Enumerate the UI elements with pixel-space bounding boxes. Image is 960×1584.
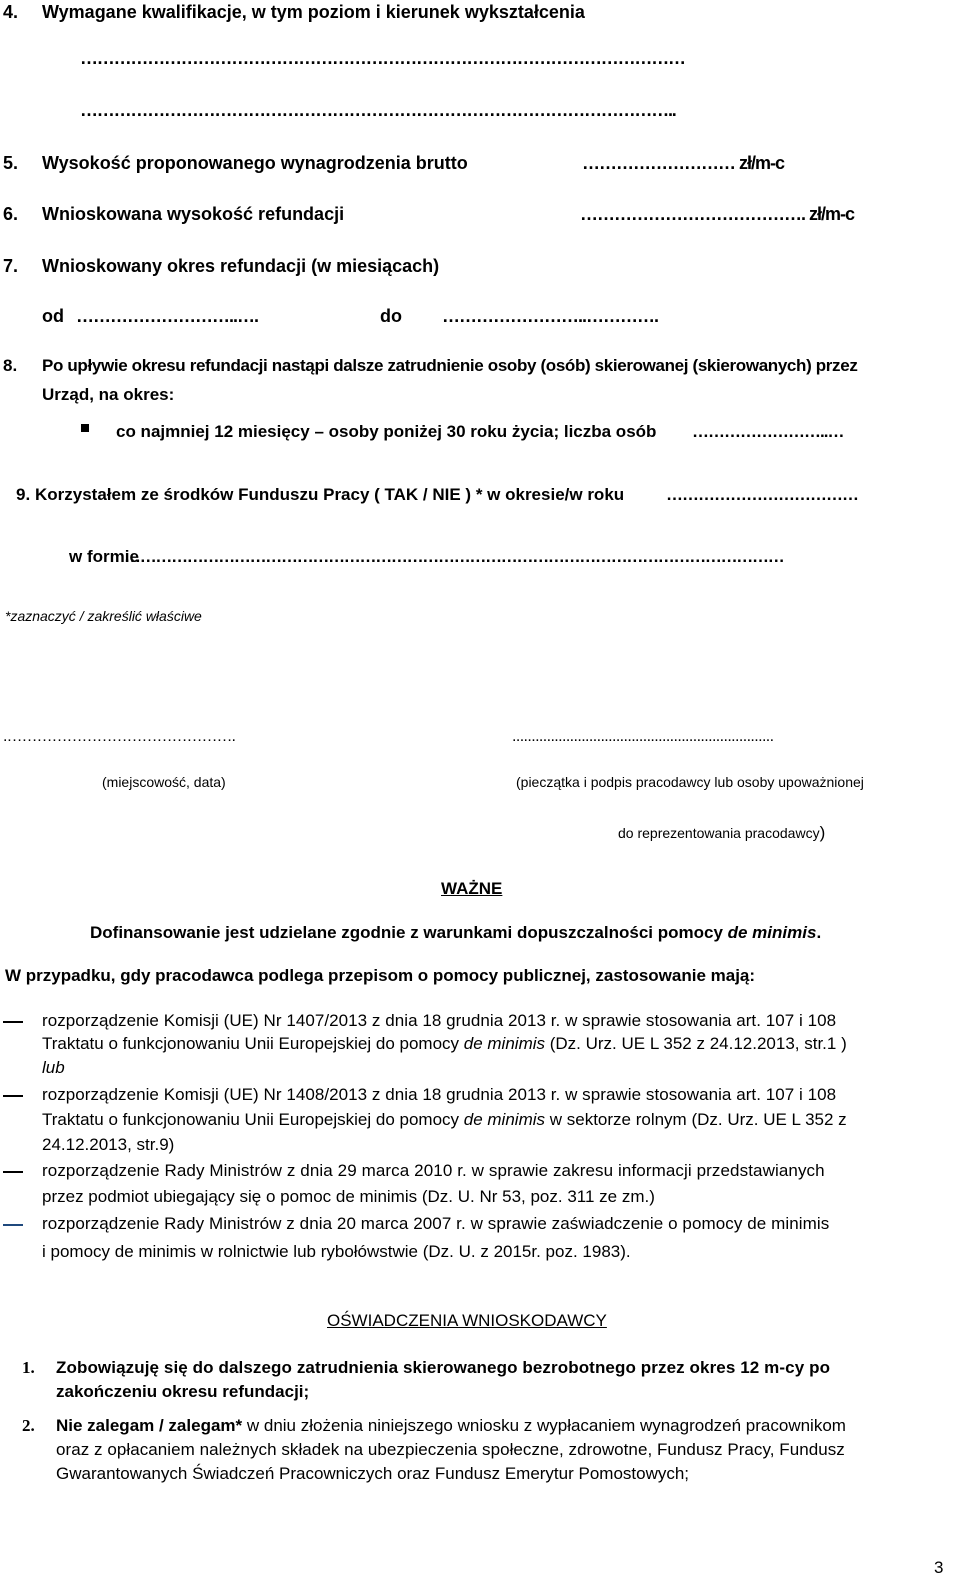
regulation-4-line-2: i pomocy de minimis w rolnictwie lub rybołówstwie (Dz. U. z 2015r. poz. 1983). bbox=[42, 1242, 631, 1261]
regulation-2-line-2: Traktatu o funkcjonowaniu Unii Europejskiej do pomocy de minimis w sektorze rolnym (Dz. Urz. UE L 352 z bbox=[42, 1110, 847, 1129]
declaration-2-line-1: Nie zalegam / zalegam* w dniu złożenia niniejszego wniosku z wypłacaniem wynagrodzeń pracownikom bbox=[56, 1416, 846, 1435]
regulation-1-line-3: lub bbox=[42, 1058, 65, 1077]
dash-bullet-icon bbox=[3, 1021, 23, 1023]
signature-left-dots: .………………………………………. bbox=[3, 728, 235, 745]
regulation-3-line-2: przez podmiot ubiegający się o pomoc de minimis (Dz. U. Nr 53, poz. 311 ze zm.) bbox=[42, 1187, 655, 1206]
regulation-2-line-1: rozporządzenie Komisji (UE) Nr 1408/2013 z dnia 18 grudnia 2013 r. w sprawie stosowania art. 107 i 108 bbox=[42, 1085, 837, 1104]
q7-number: 7. bbox=[3, 256, 19, 276]
q7-label: Wnioskowany okres refundacji (w miesiącach) bbox=[42, 256, 440, 276]
q8-text-line-1: Po upływie okresu refundacji nastąpi dalsze zatrudnienie osoby (osób) skierowanej (skierowanych) przez bbox=[42, 356, 858, 375]
declaration-1-number: 1. bbox=[22, 1358, 35, 1377]
q8-number: 8. bbox=[3, 356, 18, 375]
declaration-1-line-2: zakończeniu okresu refundacji; bbox=[56, 1382, 310, 1401]
q8-bullet-fill: ……………………..… bbox=[692, 422, 844, 441]
declaration-2-number: 2. bbox=[22, 1416, 35, 1435]
important-text-1: Dofinansowanie jest udzielane zgodnie z warunkami dopuszczalności pomocy de minimis. bbox=[90, 923, 822, 942]
q9-number: 9. bbox=[16, 485, 31, 504]
q5-label: Wysokość proponowanego wynagrodzenia brutto bbox=[42, 153, 468, 173]
regulation-3-line-1: rozporządzenie Rady Ministrów z dnia 29 marca 2010 r. w sprawie zakresu informacji przedstawianych bbox=[42, 1161, 825, 1180]
q6-fill: …………………………………. zł/m-c bbox=[580, 204, 855, 224]
q8-bullet-text: co najmniej 12 miesięcy – osoby poniżej 30 roku życia; liczba osób bbox=[116, 422, 657, 441]
q4-number: 4. bbox=[3, 2, 19, 22]
signature-right-dots: .................................................................... bbox=[512, 728, 774, 745]
important-heading: WAŻNE bbox=[441, 879, 503, 898]
signature-right-caption-1: (pieczątka i podpis pracodawcy lub osoby upoważnionej bbox=[516, 774, 864, 790]
signature-right-caption-2: do reprezentowania pracodawcy) bbox=[618, 823, 826, 842]
q9-label: Korzystałem ze środków Funduszu Pracy ( TAK / NIE ) * w okresie/w roku bbox=[35, 485, 625, 504]
declarations-heading: OŚWIADCZENIA WNIOSKODAWCY bbox=[327, 1311, 607, 1330]
q7-od-label: od bbox=[42, 306, 64, 326]
q6-number: 6. bbox=[3, 204, 19, 224]
q9-fill: ……………………………… bbox=[666, 485, 858, 504]
q6-label: Wnioskowana wysokość refundacji bbox=[42, 204, 345, 224]
signature-left-caption: (miejscowość, data) bbox=[102, 774, 226, 790]
q7-od-fill: ………………………..…. bbox=[76, 306, 259, 326]
dash-bullet-icon bbox=[3, 1095, 23, 1097]
declaration-1-line-1: Zobowiązuję się do dalszego zatrudnienia skierowanego bezrobotnego przez okres 12 m-cy po bbox=[56, 1358, 831, 1377]
declaration-2-line-2: oraz z opłacaniem należnych składek na ubezpieczenia społeczne, zdrowotne, Fundusz Pracy, Fundusz bbox=[56, 1440, 845, 1459]
q7-do-fill: ……………………..…………. bbox=[442, 306, 659, 326]
q4-label: Wymagane kwalifikacje, w tym poziom i kierunek wykształcenia bbox=[42, 2, 585, 22]
square-bullet-icon bbox=[81, 424, 89, 432]
regulation-2-line-3: 24.12.2013, str.9) bbox=[42, 1135, 175, 1154]
q4-fill-line-2: …………………………………………………………………………………………….. bbox=[80, 100, 676, 120]
q9-form-label: w formie bbox=[69, 547, 139, 566]
regulation-4-line-1: rozporządzenie Rady Ministrów z dnia 20 marca 2007 r. w sprawie zaświadczenie o pomocy de minimis bbox=[42, 1214, 830, 1233]
q5-number: 5. bbox=[3, 153, 19, 173]
q7-do-label: do bbox=[380, 306, 402, 326]
q9-form-fill: ……………………………………………………………………………………………………………… bbox=[124, 547, 784, 566]
q8-text-line-2: Urząd, na okres: bbox=[42, 385, 175, 404]
declaration-2-line-3: Gwarantowanych Świadczeń Pracowniczych oraz Fundusz Emerytur Pomostowych; bbox=[56, 1464, 690, 1483]
page-number: 3 bbox=[934, 1558, 944, 1577]
footnote-mark-choice: *zaznaczyć / zakreślić właściwe bbox=[5, 608, 202, 624]
q5-fill: ……………………… zł/m-c bbox=[582, 153, 785, 173]
regulation-1-line-2: Traktatu o funkcjonowaniu Unii Europejskiej do pomocy de minimis (Dz. Urz. UE L 352 z 24.12.2013, str.1 ) bbox=[42, 1034, 847, 1053]
dash-bullet-icon bbox=[3, 1171, 23, 1173]
q4-fill-line-1: ……………………………………………………………………………………………… bbox=[80, 48, 685, 68]
important-text-2: W przypadku, gdy pracodawca podlega przepisom o pomocy publicznej, zastosowanie mają: bbox=[5, 966, 756, 985]
dash-bullet-icon bbox=[3, 1224, 23, 1226]
regulation-1-line-1: rozporządzenie Komisji (UE) Nr 1407/2013 z dnia 18 grudnia 2013 r. w sprawie stosowania art. 107 i 108 bbox=[42, 1011, 837, 1030]
